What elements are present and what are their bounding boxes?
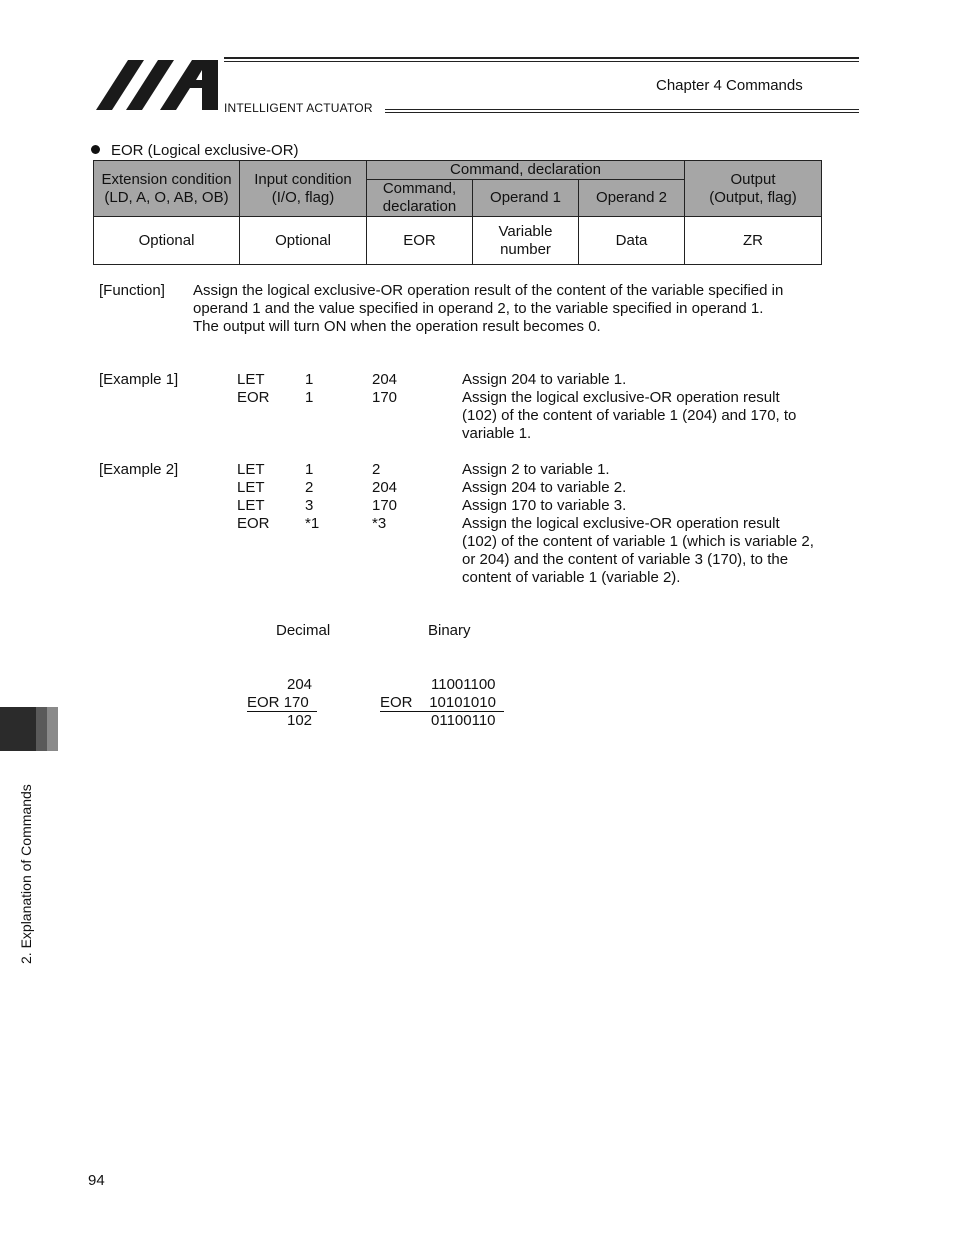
code-command: LET: [237, 371, 265, 388]
decimal-operation: [247, 694, 317, 712]
header-extension-condition: [94, 161, 240, 217]
header-input-condition: [240, 161, 367, 217]
header-extension-line2: (LD, A, O, AB, OB): [104, 188, 229, 206]
code-description: Assign 204 to variable 1.: [462, 371, 627, 388]
description-line: Assign the logical exclusive-OR operation result: [462, 515, 780, 532]
decimal-label: Decimal: [276, 622, 331, 639]
decimal-operand-b: 170: [283, 694, 309, 711]
cell-command: EOR: [367, 217, 473, 265]
code-command: LET: [237, 461, 265, 478]
binary-operand-b: 10101010: [429, 694, 496, 711]
iai-logo-icon: [96, 58, 220, 112]
command-spec-table: [93, 160, 822, 265]
code-command: LET: [237, 479, 265, 496]
cell-extension: Optional: [94, 217, 240, 265]
function-line: The output will turn ON when the operation result becomes 0.: [193, 318, 601, 335]
code-operand1: 1: [305, 371, 314, 388]
header-command-group: Command, declaration: [367, 161, 685, 180]
code-command: EOR: [237, 389, 270, 406]
example2-label: [Example 2]: [99, 461, 179, 478]
header-command-line1: Command,: [382, 180, 457, 197]
code-operand1: 3: [305, 497, 314, 514]
side-tab-marker-light: [47, 707, 58, 751]
decimal-operand-a: 204: [287, 676, 313, 693]
side-tab-marker: [0, 707, 36, 751]
header-command-line2: declaration: [382, 198, 457, 215]
header-operand1: Operand 1: [473, 180, 579, 217]
description-line: Assign the logical exclusive-OR operation result: [462, 389, 780, 406]
header-command: [367, 180, 473, 217]
header-rule-top-thin: [224, 61, 859, 62]
header-output: [685, 161, 822, 217]
chapter-title: Chapter 4 Commands: [656, 77, 803, 94]
header-rule-top: [224, 57, 859, 59]
description-line: or 204) and the content of variable 3 (170), to the: [462, 551, 789, 568]
code-operand2: *3: [372, 515, 387, 532]
code-operand2: 170: [372, 497, 398, 514]
code-operand1: *1: [305, 515, 320, 532]
example1-label: [Example 1]: [99, 371, 179, 388]
code-description: Assign 2 to variable 1.: [462, 461, 610, 478]
side-section-label: 2. Explanation of Commands: [18, 784, 34, 964]
header-output-line1: Output: [730, 170, 776, 188]
code-command: LET: [237, 497, 265, 514]
decimal-operator: EOR: [247, 694, 280, 711]
bullet-icon: [91, 145, 100, 154]
code-operand2: 2: [372, 461, 381, 478]
header-operand2: Operand 2: [579, 180, 685, 217]
binary-operator: EOR: [380, 694, 413, 711]
binary-result: 01100110: [431, 712, 496, 729]
header-input-line1: Input condition: [254, 170, 352, 188]
cell-input: Optional: [240, 217, 367, 265]
code-description: [462, 389, 796, 443]
section-title: EOR (Logical exclusive-OR): [111, 142, 299, 159]
cell-output: ZR: [685, 217, 822, 265]
header-output-line2: (Output, flag): [709, 188, 797, 206]
code-operand1: 1: [305, 461, 314, 478]
brand-name: INTELLIGENT ACTUATOR: [224, 101, 373, 115]
code-operand2: 204: [372, 479, 398, 496]
cell-operand1: [473, 217, 579, 265]
header-input-line2: (I/O, flag): [271, 188, 335, 206]
binary-operation: [413, 694, 505, 712]
code-description: Assign 170 to variable 3.: [462, 497, 627, 514]
cell-operand1-line1: Variable: [498, 222, 553, 240]
binary-operand-a: 11001100: [431, 676, 496, 693]
code-description: [462, 515, 814, 587]
cell-operand1-line2: number: [500, 240, 551, 258]
decimal-operation-line: [247, 694, 317, 712]
function-label: [Function]: [99, 282, 165, 299]
code-operand2: 204: [372, 371, 398, 388]
code-command: EOR: [237, 515, 270, 532]
description-line: content of variable 1 (variable 2).: [462, 569, 681, 586]
page-number: 94: [88, 1172, 105, 1189]
code-description: Assign 204 to variable 2.: [462, 479, 627, 496]
cell-operand2: Data: [579, 217, 685, 265]
decimal-result: 102: [287, 712, 313, 729]
binary-operation-line: [380, 694, 504, 712]
code-operand1: 2: [305, 479, 314, 496]
function-text: [193, 282, 783, 336]
function-line: operand 1 and the value specified in operand 2, to the variable specified in operand 1.: [193, 300, 764, 317]
description-line: (102) of the content of variable 1 (which is variable 2,: [462, 533, 814, 550]
header-rule-bottom-thin: [385, 112, 859, 113]
header-rule-bottom: [385, 109, 859, 110]
description-line: (102) of the content of variable 1 (204) and 170, to: [462, 407, 797, 424]
side-tab-marker-mid: [36, 707, 47, 751]
code-operand1: 1: [305, 389, 314, 406]
binary-label: Binary: [428, 622, 471, 639]
description-line: variable 1.: [462, 425, 532, 442]
header-extension-line1: Extension condition: [101, 170, 232, 188]
code-operand2: 170: [372, 389, 398, 406]
function-line: Assign the logical exclusive-OR operation result of the content of the variable specified in: [193, 282, 784, 299]
